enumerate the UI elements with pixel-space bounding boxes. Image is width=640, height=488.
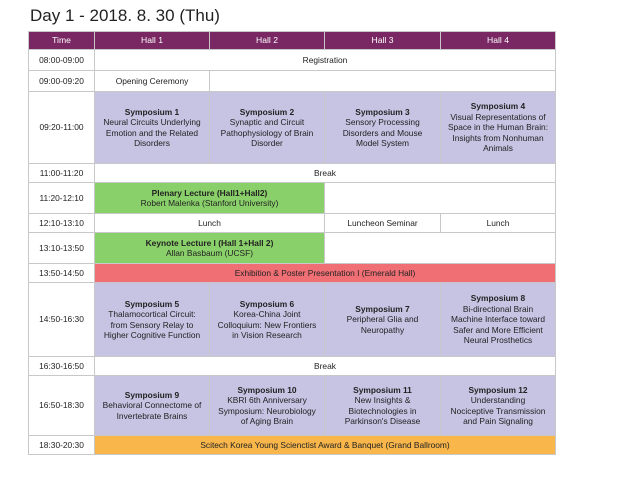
session-title: Symposium 12 <box>468 384 528 395</box>
session-title: Symposium 4 <box>470 101 526 112</box>
session-topic: KBRI 6th Anniversary <box>227 395 307 405</box>
session-title: Symposium 3 <box>355 106 410 117</box>
session-topic: Thalamocortical Circuit: <box>108 309 196 319</box>
break-cell: Break <box>95 357 556 376</box>
keynote-lecture-cell <box>95 233 325 264</box>
session-topic: Understanding <box>470 395 526 405</box>
speaker: Allan Basbaum (UCSF) <box>165 248 254 258</box>
lunch-cell: Lunch <box>95 214 325 233</box>
session-topic: Animals <box>483 143 513 154</box>
session-topic: Bi-directional Brain <box>462 303 534 314</box>
symposium-11-cell <box>325 376 441 436</box>
time-cell: 11:00-11:20 <box>29 164 95 183</box>
symposium-3-cell <box>325 92 441 164</box>
session-topic: Korea-China Joint <box>233 309 301 319</box>
session-topic: Behavioral Connectome of <box>102 400 202 411</box>
session-topic: Biotechnologies in <box>348 405 417 416</box>
session-topic: Disorders and Mouse <box>342 127 423 138</box>
time-cell: 12:10-13:10 <box>29 214 95 233</box>
session-topic: Nociceptive Transmission <box>450 405 546 416</box>
symposium-6-cell <box>210 283 325 357</box>
luncheon-seminar-cell: Luncheon Seminar <box>325 214 441 233</box>
session-title: Symposium 11 <box>353 384 412 395</box>
symposium-10-cell <box>210 376 325 436</box>
session-topic: Synaptic and Circuit <box>229 117 305 127</box>
symposium-9-cell <box>95 376 210 436</box>
table-row <box>29 233 556 264</box>
table-row <box>29 357 556 376</box>
schedule-table <box>28 31 556 455</box>
session-topic: Neural Prosthetics <box>463 335 533 346</box>
session-topic: in Vision Research <box>232 330 302 340</box>
symposium-4-cell <box>441 92 556 164</box>
header-hall-2: Hall 2 <box>210 32 325 50</box>
symposium-1-cell <box>95 92 210 164</box>
session-topic: from Sensory Relay to <box>110 319 194 330</box>
table-row <box>29 376 556 436</box>
header-time: Time <box>29 32 95 50</box>
session-title: Symposium 7 <box>355 303 410 314</box>
session-topic: Machine Interface toward <box>450 314 546 325</box>
session-topic: Visual Representations of <box>450 111 546 122</box>
exhibition-cell: Exhibition & Poster Presentation I (Emerald Hall) <box>95 264 556 283</box>
time-cell: 09:00-09:20 <box>29 71 95 92</box>
session-title: Plenary Lecture (Hall1+Hall2) <box>151 187 268 198</box>
session-topic: Higher Cognitive Function <box>103 330 201 340</box>
session-title: Symposium 10 <box>237 384 297 395</box>
table-row <box>29 436 556 455</box>
time-cell: 18:30-20:30 <box>29 436 95 455</box>
session-topic: of Aging Brain <box>240 416 294 426</box>
header-row <box>29 32 556 50</box>
session-topic: New Insights & <box>354 395 411 405</box>
session-title: Symposium 5 <box>124 298 180 309</box>
header-hall-3: Hall 3 <box>325 32 441 50</box>
session-topic: Parkinson's Disease <box>344 416 421 426</box>
session-title: Symposium 9 <box>124 389 180 400</box>
opening-ceremony-cell: Opening Ceremony <box>95 71 210 92</box>
day-title: Day 1 - 2018. 8. 30 (Thu) <box>30 6 220 25</box>
session-topic: Neuropathy <box>360 324 405 335</box>
session-topic: Disorder <box>251 138 283 148</box>
session-title: Keynote Lecture I (Hall 1+Hall 2) <box>145 237 274 248</box>
session-title: Symposium 1 <box>124 106 180 117</box>
session-topic: Model System <box>355 138 410 148</box>
table-row <box>29 71 556 92</box>
registration-cell: Registration <box>95 50 556 71</box>
lunch-cell: Lunch <box>441 214 556 233</box>
symposium-12-cell <box>441 376 556 436</box>
break-cell: Break <box>95 164 556 183</box>
time-cell: 13:50-14:50 <box>29 264 95 283</box>
symposium-2-cell <box>210 92 325 164</box>
time-cell: 14:50-16:30 <box>29 283 95 357</box>
session-topic: Safer and More Efficient <box>453 324 543 335</box>
time-cell: 13:10-13:50 <box>29 233 95 264</box>
session-topic: Space in the Human Brain: <box>447 122 549 133</box>
session-topic: Peripheral Glia and <box>346 314 419 325</box>
table-row <box>29 264 556 283</box>
session-title: Symposium 2 <box>239 106 295 117</box>
empty-cell <box>325 183 556 214</box>
time-cell: 16:50-18:30 <box>29 376 95 436</box>
table-row <box>29 283 556 357</box>
session-title: Symposium 8 <box>470 293 526 304</box>
table-row <box>29 50 556 71</box>
session-topic: Invertebrate Brains <box>116 410 188 421</box>
time-cell: 11:20-12:10 <box>29 183 95 214</box>
speaker: Robert Malenka (Stanford University) <box>140 198 279 208</box>
header-hall-1: Hall 1 <box>95 32 210 50</box>
empty-cell <box>210 71 556 92</box>
empty-cell <box>325 233 556 264</box>
time-cell: 16:30-16:50 <box>29 357 95 376</box>
session-topic: Sensory Processing <box>345 117 420 127</box>
table-row <box>29 183 556 214</box>
time-cell: 08:00-09:00 <box>29 50 95 71</box>
session-topic: Symposium: Neurobiology <box>218 405 316 416</box>
session-topic: Insights from Nonhuman <box>452 132 544 143</box>
table-row <box>29 214 556 233</box>
session-topic: Emotion and the Related <box>105 127 199 138</box>
session-title: Symposium 6 <box>239 298 295 309</box>
table-row <box>29 164 556 183</box>
session-topic: Neural Circuits Underlying <box>103 117 201 127</box>
header-hall-4: Hall 4 <box>441 32 556 50</box>
symposium-5-cell <box>95 283 210 357</box>
time-cell: 09:20-11:00 <box>29 92 95 164</box>
plenary-lecture-cell <box>95 183 325 214</box>
session-topic: Colloquium: New Frontiers <box>217 319 317 330</box>
table-row <box>29 92 556 164</box>
symposium-8-cell <box>441 283 556 357</box>
session-topic: and Pain Signaling <box>463 416 533 426</box>
session-topic: Disorders <box>134 138 170 148</box>
banquet-cell: Scitech Korea Young Scienctist Award & Banquet (Grand Ballroom) <box>95 436 556 455</box>
symposium-7-cell <box>325 283 441 357</box>
session-topic: Pathophysiology of Brain <box>220 127 314 138</box>
